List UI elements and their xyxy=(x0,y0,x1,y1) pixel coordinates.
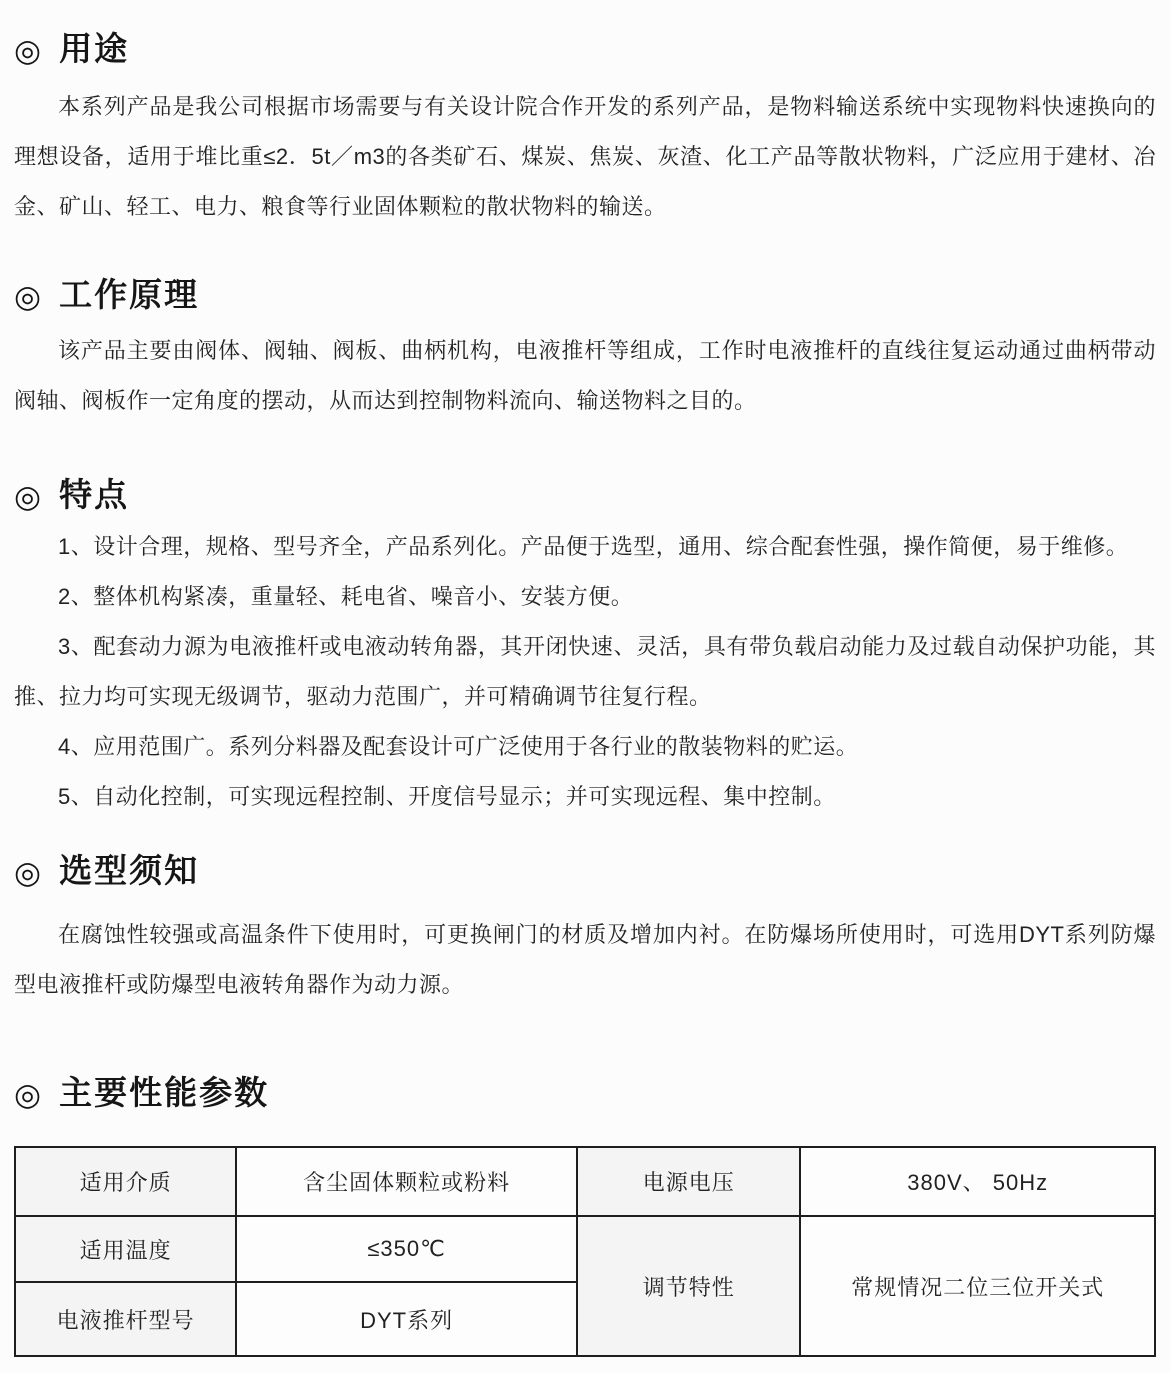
table-row xyxy=(15,1147,1155,1216)
section-bullet-icon: ◎ xyxy=(14,279,44,314)
cell-voltage-value: 380V、 50Hz xyxy=(800,1147,1155,1216)
cell-medium-value: 含尘固体颗粒或粉料 xyxy=(236,1147,577,1216)
section-purpose-heading xyxy=(14,30,1156,68)
section-bullet-icon: ◎ xyxy=(14,33,44,68)
feature-item-5: 5、自动化控制，可实现远程控制、开度信号显示；并可实现远程、集中控制。 xyxy=(58,784,836,809)
section-parameters-heading xyxy=(14,1074,1156,1112)
section-working-principle xyxy=(14,276,1156,426)
section-bullet-icon: ◎ xyxy=(14,1077,44,1112)
principle-paragraph: 该产品主要由阀体、阀轴、阀板、曲柄机构，电液推杆等组成，工作时电液推杆的直线往复运动通过曲柄带动阀轴、阀板作一定角度的摆动，从而达到控制物料流向、输送物料之目的。 xyxy=(14,338,1156,413)
selection-paragraph: 在腐蚀性较强或高温条件下使用时，可更换闸门的材质及增加内衬。在防爆场所使用时，可选用DYT系列防爆型电液推杆或防爆型电液转角器作为动力源。 xyxy=(14,922,1156,997)
section-bullet-icon: ◎ xyxy=(14,855,44,890)
section-selection-title: 选型须知 xyxy=(59,852,200,889)
feature-item-4: 4、应用范围广。系列分料器及配套设计可广泛使用于各行业的散装物料的贮运。 xyxy=(58,734,859,759)
cell-regulation-value: 常规情况二位三位开关式 xyxy=(800,1216,1155,1356)
purpose-paragraph: 本系列产品是我公司根据市场需要与有关设计院合作开发的系列产品，是物料输送系统中实现物料快速换向的理想设备，适用于堆比重≤2．5t／m3的各类矿石、煤炭、焦炭、灰渣、化工产品等散状物料，广泛应用于建材、冶金、矿山、轻工、电力、粮食等行业固体颗粒的散状物料的输送。 xyxy=(14,94,1156,219)
section-bullet-icon: ◎ xyxy=(14,479,44,514)
section-principle-title: 工作原理 xyxy=(59,276,200,313)
feature-item-1: 1、设计合理，规格、型号齐全，产品系列化。产品便于选型，通用、综合配套性强，操作简便，易于维修。 xyxy=(58,534,1129,559)
table-row xyxy=(15,1216,1155,1282)
section-principle-heading xyxy=(14,276,1156,314)
section-parameters-title: 主要性能参数 xyxy=(59,1074,270,1111)
cell-regulation-label: 调节特性 xyxy=(577,1216,800,1356)
section-purpose-title: 用途 xyxy=(59,30,130,67)
section-selection-notes xyxy=(14,852,1156,1010)
section-main-parameters xyxy=(14,1074,1156,1357)
section-features-heading xyxy=(14,476,1156,514)
features-list xyxy=(14,522,1156,822)
feature-item-2: 2、整体机构紧凑，重量轻、耗电省、噪音小、安装方便。 xyxy=(58,584,634,609)
section-features xyxy=(14,476,1156,822)
section-purpose xyxy=(14,30,1156,232)
cell-temperature-label: 适用温度 xyxy=(15,1216,236,1282)
section-selection-heading xyxy=(14,852,1156,890)
cell-actuator-value: DYT系列 xyxy=(236,1282,577,1356)
cell-voltage-label: 电源电压 xyxy=(577,1147,800,1216)
cell-temperature-value: ≤350℃ xyxy=(236,1216,577,1282)
feature-item-3: 3、配套动力源为电液推杆或电液动转角器，其开闭快速、灵活，具有带负载启动能力及过载自动保护功能，其推、拉力均可实现无级调节，驱动力范围广，并可精确调节往复行程。 xyxy=(14,634,1156,709)
cell-actuator-label: 电液推杆型号 xyxy=(15,1282,236,1356)
section-features-title: 特点 xyxy=(59,476,130,513)
performance-parameters-table xyxy=(14,1146,1156,1357)
cell-medium-label: 适用介质 xyxy=(15,1147,236,1216)
